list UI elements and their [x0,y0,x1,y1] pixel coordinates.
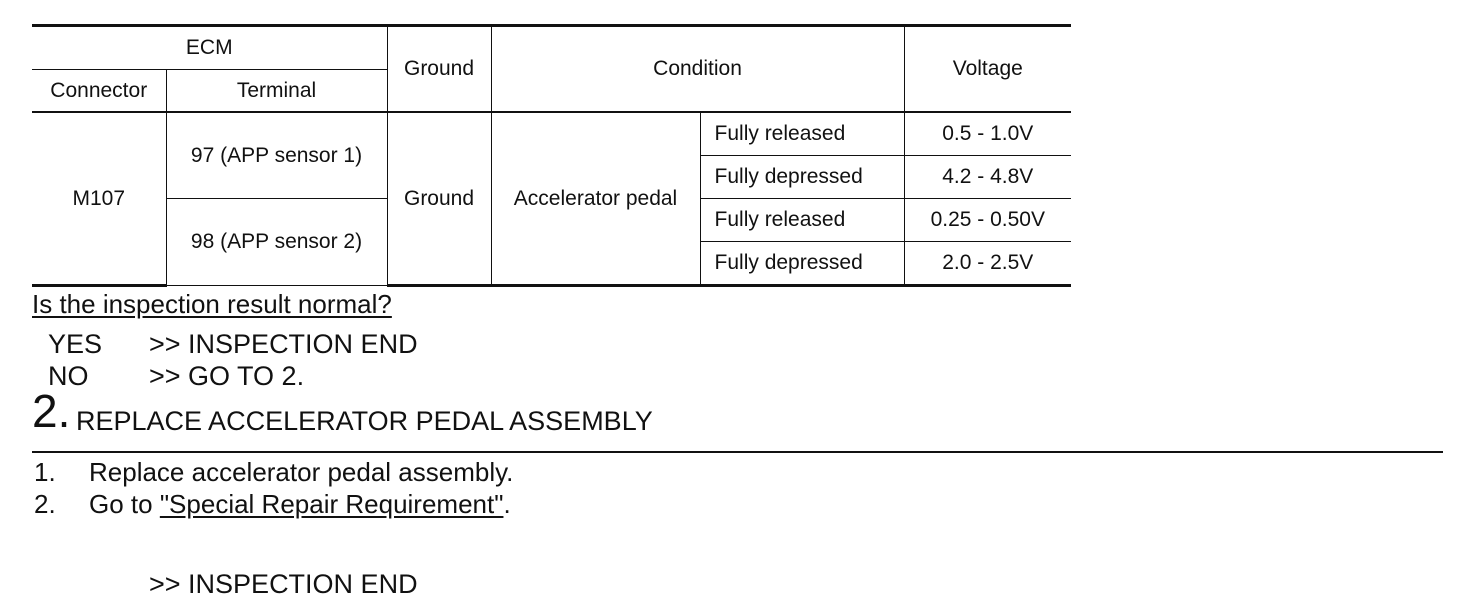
answer-yes-label: YES [48,329,103,359]
ground-cell: Ground [387,112,491,286]
pedal-position-cell: Fully released [700,199,904,242]
terminal-header: Terminal [166,70,387,113]
special-repair-requirement-link[interactable]: "Special Repair Requirement" [159,489,504,519]
inspection-table [32,24,1071,287]
terminal-cell: 98 (APP sensor 2) [166,199,387,286]
list-item-prefix: Go to [89,489,160,519]
list-item-suffix: . [503,489,511,519]
voltage-cell: 2.0 - 2.5V [904,242,1071,286]
connector-cell: M107 [32,112,166,286]
voltage-cell: 0.25 - 0.50V [904,199,1071,242]
list-item-number: 1. [34,457,56,487]
condition-header: Condition [491,26,904,113]
end-action: >> INSPECTION END [149,569,418,599]
answer-yes-action: >> INSPECTION END [149,329,418,359]
connector-header: Connector [32,70,166,113]
pedal-position-cell: Fully depressed [700,156,904,199]
ecm-header: ECM [32,26,387,70]
pedal-position-cell: Fully depressed [700,242,904,286]
list-item-number: 2. [34,489,56,519]
inspection-question: Is the inspection result normal? [32,289,392,319]
step-number: 2. [32,385,71,437]
section-divider [32,451,1443,453]
voltage-header: Voltage [904,26,1071,113]
list-item-text: Replace accelerator pedal assembly. [89,457,514,487]
answer-no-label: NO [48,361,89,391]
step-title: REPLACE ACCELERATOR PEDAL ASSEMBLY [76,406,653,436]
list-item [89,489,511,520]
pedal-position-cell: Fully released [700,112,904,156]
answer-no-action: >> GO TO 2. [149,361,305,391]
voltage-cell: 0.5 - 1.0V [904,112,1071,156]
terminal-cell: 97 (APP sensor 1) [166,112,387,199]
voltage-cell: 4.2 - 4.8V [904,156,1071,199]
ground-header: Ground [387,26,491,113]
condition-cell: Accelerator pedal [491,112,700,286]
